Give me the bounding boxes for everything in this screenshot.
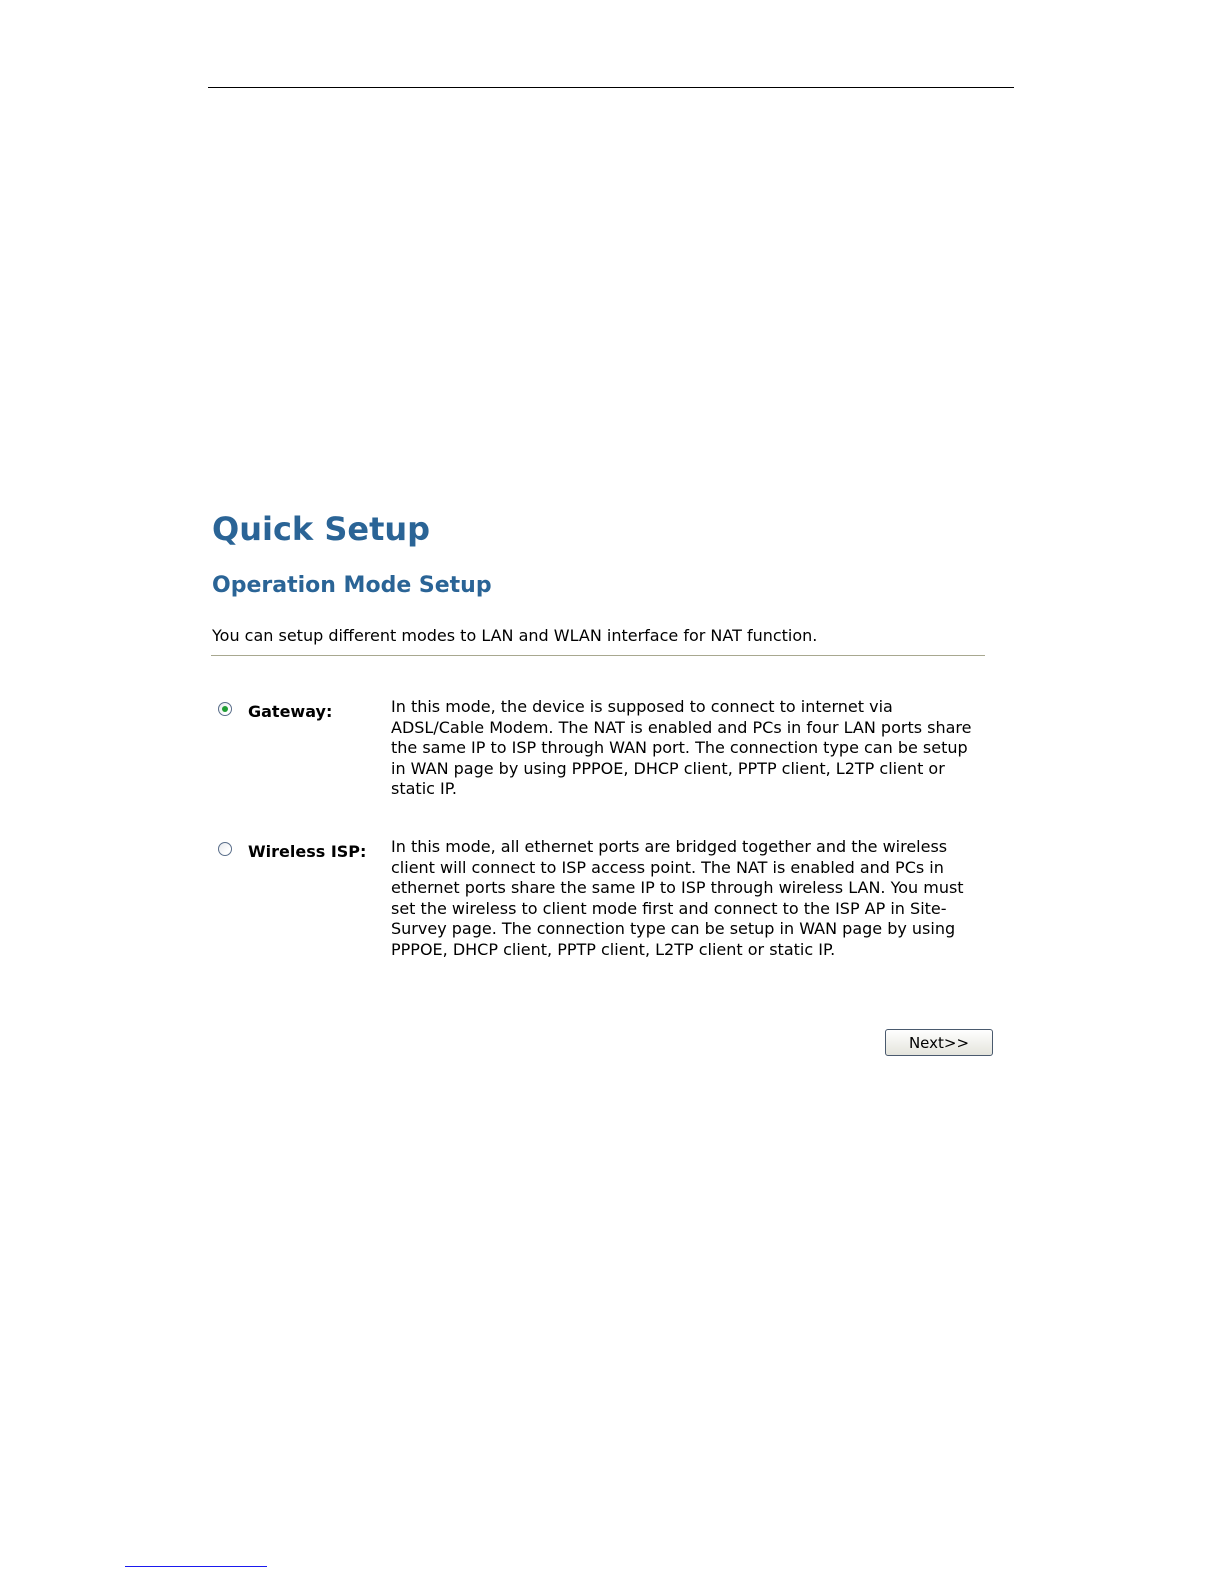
wireless-isp-radio[interactable]: [218, 842, 232, 856]
gateway-description: In this mode, the device is supposed to connect to internet via ADSL/Cable Modem. The NAT is enabled and PCs in four LAN ports share the same IP to ISP through WAN port. The connection type can be setup in WAN page by using PPPOE, DHCP client, PPTP client, L2TP client or static IP.: [391, 697, 972, 798]
wireless-isp-label[interactable]: Wireless ISP:: [248, 842, 367, 861]
wireless-isp-description: In this mode, all ethernet ports are bridged together and the wireless client will connect to ISP access point. The NAT is enabled and PCs in ethernet ports share the same IP to ISP through wireless LAN. You must set the wireless to client mode first and connect to the ISP AP in Site-Survey page. The connection type can be setup in WAN page by using PPPOE, DHCP client, PPTP client, L2TP client or static IP.: [391, 837, 964, 959]
header-divider: [208, 87, 1014, 88]
gateway-label[interactable]: Gateway:: [248, 702, 333, 721]
footer-link-underline: [125, 1566, 267, 1567]
next-button[interactable]: Next>>: [885, 1029, 993, 1056]
radio-selected-dot-icon: [222, 706, 228, 712]
section-title: Operation Mode Setup: [212, 573, 492, 598]
intro-text: You can setup different modes to LAN and WLAN interface for NAT function.: [212, 626, 818, 645]
section-divider: [211, 655, 985, 656]
gateway-radio[interactable]: [218, 702, 232, 716]
page-title: Quick Setup: [212, 510, 431, 548]
